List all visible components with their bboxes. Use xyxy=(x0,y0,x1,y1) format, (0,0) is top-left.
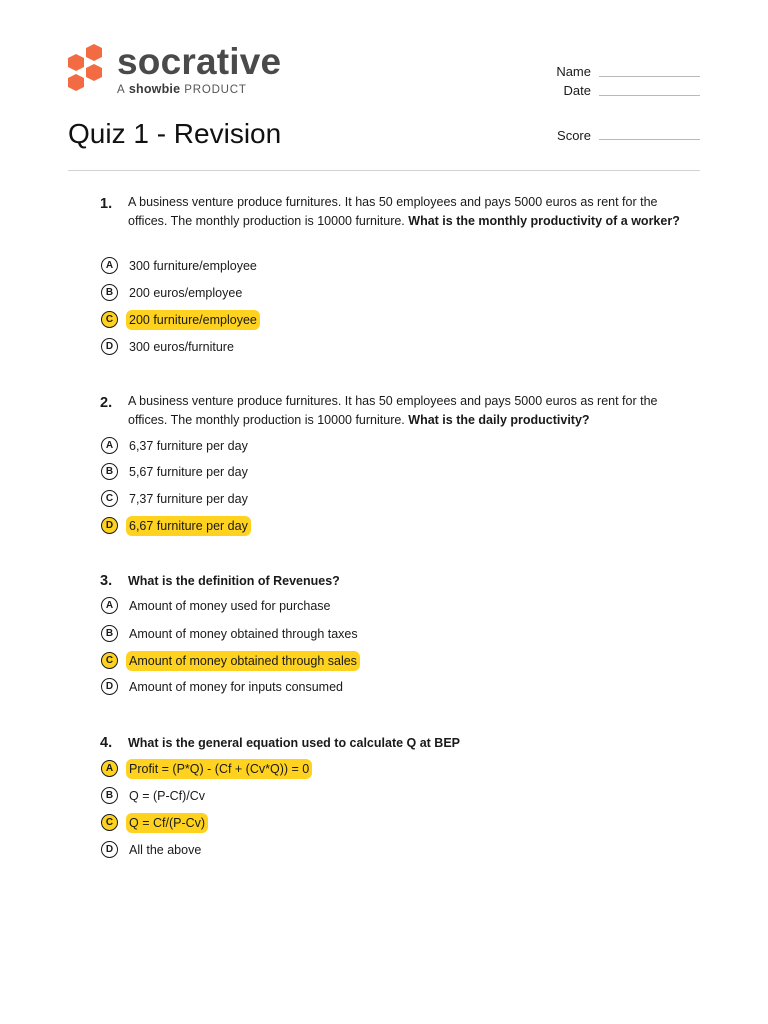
option-c[interactable] xyxy=(100,813,700,833)
question-prompt: A business venture produce furnitures. It has 50 employees and pays 5000 euros as rent for the offices. The monthly production is 10000 furniture. xyxy=(128,195,658,228)
option-letter-badge: A xyxy=(101,257,118,274)
logo-hex-left-mid xyxy=(68,54,84,71)
option-b[interactable] xyxy=(100,624,700,644)
option-c[interactable] xyxy=(100,651,700,671)
option-text-highlighted: Amount of money obtained through sales xyxy=(126,651,360,671)
option-letter-badge: A xyxy=(101,760,118,777)
option-letter-badge: D xyxy=(101,841,118,858)
option-letter-badge: C xyxy=(101,490,118,507)
option-letter-badge: A xyxy=(101,597,118,614)
option-text: 200 euros/employee xyxy=(129,286,243,300)
logo-hexagons-icon xyxy=(67,42,107,96)
option-text: 6,37 furniture per day xyxy=(129,439,248,453)
option-letter-badge: C xyxy=(101,311,118,328)
date-label: Date xyxy=(563,83,591,98)
option-letter-badge: D xyxy=(101,678,118,695)
quiz-title: Quiz 1 - Revision xyxy=(68,118,282,149)
option-text: 300 euros/furniture xyxy=(129,340,234,354)
option-letter-badge: D xyxy=(101,338,118,355)
option-letter-badge: C xyxy=(101,814,118,831)
option-b[interactable] xyxy=(100,786,700,806)
question-number: 2. xyxy=(100,395,113,411)
brand-tagline xyxy=(117,82,247,97)
question-text xyxy=(128,734,688,753)
option-text: 5,67 furniture per day xyxy=(129,465,248,479)
option-d[interactable] xyxy=(100,840,700,860)
option-a[interactable] xyxy=(100,436,700,456)
logo-hex-right-mid xyxy=(86,64,102,81)
tagline-brand: showbie xyxy=(128,82,181,96)
score-field-line[interactable] xyxy=(599,139,700,140)
option-d[interactable] xyxy=(100,516,700,536)
score-label: Score xyxy=(557,128,591,143)
question-text xyxy=(128,392,688,430)
option-b[interactable] xyxy=(100,283,700,303)
option-letter-badge: B xyxy=(101,284,118,301)
option-text-highlighted: Q = Cf/(P-Cv) xyxy=(126,813,208,833)
option-b[interactable] xyxy=(100,462,700,482)
option-letter-badge: C xyxy=(101,652,118,669)
option-letter-badge: A xyxy=(101,437,118,454)
question-bold-prompt: What is the monthly productivity of a worker? xyxy=(408,214,680,228)
option-a[interactable] xyxy=(100,256,700,276)
option-text: Amount of money for inputs consumed xyxy=(129,680,344,694)
option-c[interactable] xyxy=(100,489,700,509)
logo-hex-top xyxy=(86,44,102,61)
question-bold-prompt: What is the general equation used to calculate Q at BEP xyxy=(128,736,461,750)
question-number: 3. xyxy=(100,573,113,589)
option-letter-badge: B xyxy=(101,787,118,804)
option-text: Amount of money used for purchase xyxy=(129,599,331,613)
name-field-line[interactable] xyxy=(599,76,700,77)
question-bold-prompt: What is the daily productivity? xyxy=(408,413,590,427)
header-divider xyxy=(68,170,700,171)
date-field-line[interactable] xyxy=(599,95,700,96)
question-text xyxy=(128,572,688,591)
option-text-highlighted: 200 furniture/employee xyxy=(126,310,260,330)
question-prompt: A business venture produce furnitures. It has 50 employees and pays 5000 euros as rent for the offices. The monthly production is 10000 furniture. xyxy=(128,394,658,427)
option-a[interactable] xyxy=(100,759,700,779)
question-bold-prompt: What is the definition of Revenues? xyxy=(128,574,340,588)
question-text xyxy=(128,193,688,231)
option-text-highlighted: Profit = (P*Q) - (Cf + (Cv*Q)) = 0 xyxy=(126,759,312,779)
question-number: 1. xyxy=(100,196,113,212)
option-d[interactable] xyxy=(100,677,700,697)
option-a[interactable] xyxy=(100,596,700,616)
brand-wordmark: socrative xyxy=(117,41,282,82)
option-c[interactable] xyxy=(100,310,700,330)
logo-hex-bottom xyxy=(68,74,84,91)
option-d[interactable] xyxy=(100,337,700,357)
option-text: 300 furniture/employee xyxy=(129,259,257,273)
tagline-prefix: A xyxy=(117,84,125,96)
option-letter-badge: B xyxy=(101,463,118,480)
option-text: Amount of money obtained through taxes xyxy=(129,627,358,641)
option-letter-badge: D xyxy=(101,517,118,534)
question-number: 4. xyxy=(100,735,113,751)
option-text: 7,37 furniture per day xyxy=(129,492,248,506)
option-text: Q = (P-Cf)/Cv xyxy=(129,789,206,803)
name-label: Name xyxy=(556,64,591,79)
option-letter-badge: B xyxy=(101,625,118,642)
option-text: All the above xyxy=(129,843,202,857)
option-text-highlighted: 6,67 furniture per day xyxy=(126,516,251,536)
tagline-suffix: PRODUCT xyxy=(184,84,247,96)
